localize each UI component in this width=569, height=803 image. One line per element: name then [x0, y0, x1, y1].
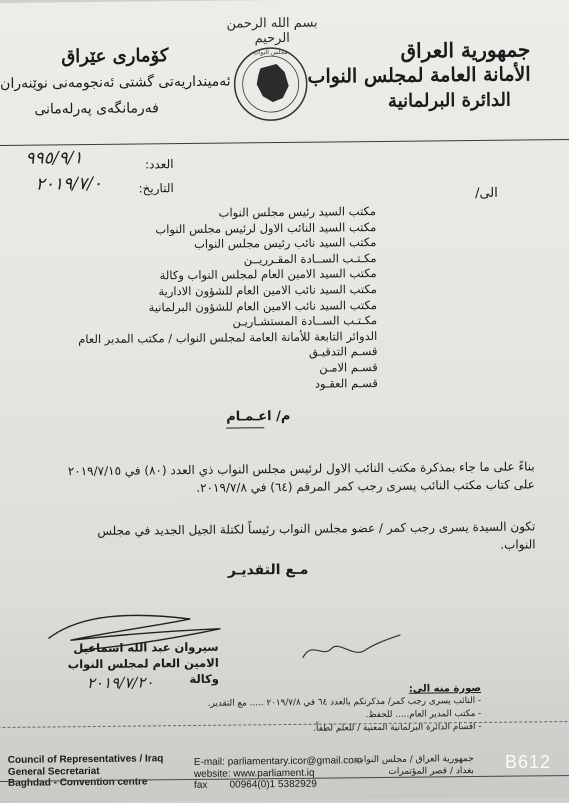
signatory-name: سيروان عبد الله اسماعيل	[73, 639, 219, 656]
copy-item: - مكتب المدير العام..... للحفظ.	[365, 708, 482, 721]
kurdish-department: فەرمانگەی پەرلەمانی	[34, 100, 160, 118]
footer-contacts	[194, 755, 363, 791]
recipient-item: مكتب السيد الامين العام لمجلس النواب وكالة	[159, 266, 377, 283]
copies-title: صورة منه الى:	[408, 682, 482, 695]
copy-item: - النائب يسرى رجب كمر/ مذكرتكم بالعدد ٦٤ في ٢٠١٩/٧/٨ ..... مع التقدير.	[207, 695, 482, 709]
footer-line: Baghdad - Convention centre	[7, 776, 148, 789]
date-value: ٢٠١٩/٧/٠	[35, 173, 103, 195]
footer-line: Council of Representatives / Iraq	[7, 753, 164, 766]
body-paragraph-1: بناءً على ما جاء بمذكرة مكتب النائب الاول لرئيس مجلس النواب ذي العدد (٨٠) في ٢٠١٩/٧/١٥ على كتاب مكتب النائب يسرى رجب كمر المرقم (٦٤) في ٢٠١٩/٧/٨.	[67, 459, 535, 495]
footer-english-address	[8, 753, 164, 789]
signature-date: ٢٠١٩/٧/٢٠	[86, 673, 154, 693]
footer-line: General Secretariat	[7, 765, 100, 778]
date-label: التاريخ:	[138, 181, 174, 196]
basmala: بسم الله الرحمن الرحيم	[226, 15, 318, 47]
header-rule	[0, 139, 569, 146]
closing-regards: مـع التقديـر	[227, 561, 309, 579]
kurdish-letterhead	[0, 43, 231, 123]
camera-watermark: B612	[504, 752, 551, 772]
body-paragraph-2: تكون السيدة يسرى رجب كمر / عضو مجلس النواب رئيساً لكتلة الجيل الجديد في مجلس النواب.	[97, 519, 536, 552]
recipient-item: مكتب السيد نائب الامين العام للشؤون البرلمانية	[148, 297, 378, 314]
recipient-item: الدوائر التابعة للأمانة العامة لمجلس النواب / مكتب المدير العام	[78, 328, 378, 346]
footer-email: E-mail: parliamentary.icor@gmail.com	[193, 755, 363, 768]
subject-line: م/ اعـمـام	[226, 408, 291, 425]
footer-line: جمهورية العراق / مجلس النواب	[355, 754, 474, 766]
footer-website: website: www.parliament.iq	[193, 767, 315, 780]
copy-item: - اقسام الدائرة البرلمانية المعنية / للعلم لطفاً.	[313, 721, 482, 734]
signatory-title: الامين العام لمجلس النواب وكالة	[67, 655, 219, 687]
initials-scribble-icon	[296, 629, 406, 670]
recipient-item: مكـتـب الســادة المقـرريــن	[243, 250, 377, 267]
kurdish-secretariat: ئەمینداریەتی گشتی ئەنجومەنی نوێنەران	[0, 73, 231, 92]
arabic-letterhead	[307, 37, 531, 114]
recipient-list	[76, 204, 378, 394]
seal-text: مجلس النواب	[253, 48, 288, 57]
kurdish-country: كۆمارى عێراق	[61, 45, 169, 68]
recipient-item: قسـم العقـود	[314, 375, 378, 391]
recipient-item: مكتب السيد رئيس مجلس النواب	[218, 204, 377, 220]
parliament-seal-icon	[228, 38, 313, 135]
footer-arabic-address	[355, 754, 474, 778]
recipient-item: مكتب السيد نائب الامين العام للشؤون الادارية	[158, 281, 377, 299]
footer-fax: fax 00964(0)1 5382929	[193, 778, 317, 791]
recipient-item: قسـم الامـن	[319, 359, 378, 375]
letterhead-secretariat: الأمانة العامة لمجلس النواب	[307, 63, 531, 88]
footer-line: بغداد / قصر المؤتمرات	[388, 765, 474, 777]
recipient-item: مكـتـب الســادة المستشـاريـن	[232, 313, 378, 329]
letterhead-department: الدائرة البرلمانية	[387, 89, 511, 112]
number-value: ٩٩٥/٩/١	[25, 148, 83, 169]
letterhead-country: جمهورية العراق	[400, 37, 531, 63]
subject-underline	[226, 427, 264, 428]
copies-block	[201, 682, 482, 737]
addressee-label: الى/	[474, 185, 498, 201]
recipient-item: مكتب السيد نائب رئيس مجلس النواب	[193, 235, 377, 252]
number-label: العدد:	[144, 157, 174, 172]
recipient-item: قسـم التدقيـق	[308, 344, 378, 360]
recipient-item: مكتب السيد النائب الاول لرئيس مجلس النواب	[155, 219, 377, 236]
